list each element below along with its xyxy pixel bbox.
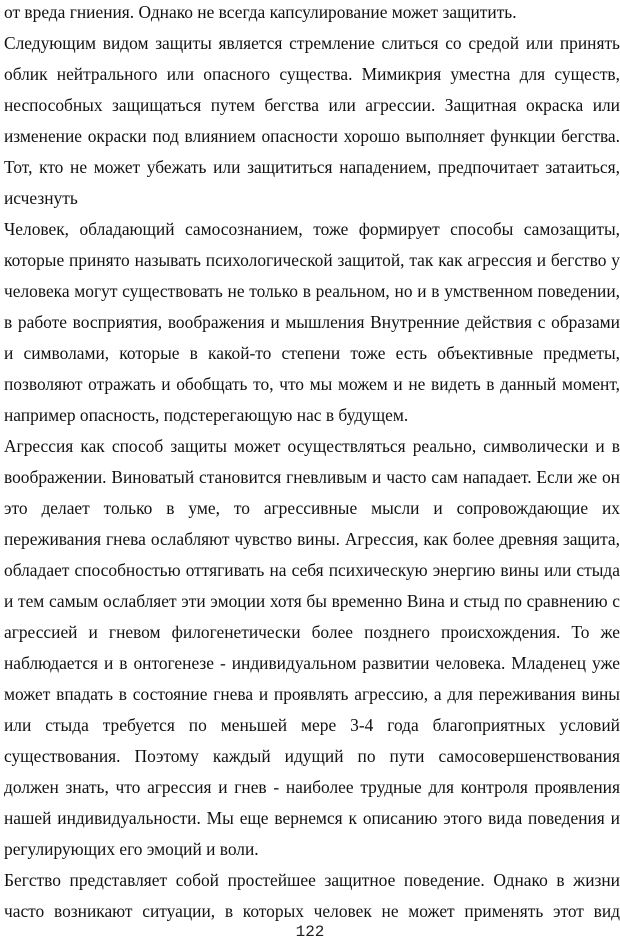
paragraph: Человек, обладающий самосознанием, тоже формирует способы самозащиты, которые принято называть психологической защитой, так как агрессия и бегство у человека могут существовать не только в реальном, но и в умственном поведении, в работе восприятия, воображения и мышления Внутренние действия с образами и символами, которые в какой-то степени тоже есть объективные предметы, позволяют отражать и обобщать то, что мы можем и не видеть в данный момент, например опасность, подстерегающую нас в будущем. xyxy=(4,219,620,425)
paragraph: от вреда гниения. Однако не всегда капсулирование может защитить. xyxy=(4,2,517,22)
paragraph: Следующим видом защиты является стремление слиться со средой или принять облик нейтрального или опасного существа. Мимикрия уместна для существ, неспособных защищаться путем бегства или агрессии. Защитная окраска или изменение окраски под влиянием опасности хорошо выполняет функции бегства. Тот, кто не может убежать или защититься нападением, предпочитает затаиться, исчезнуть xyxy=(4,33,620,208)
body-text xyxy=(4,0,620,927)
paragraph: Бегство представляет собой простейшее защитное поведение. Однако в жизни часто возникают ситуации, в которых человек не может применять этот вид xyxy=(4,870,620,921)
page-number: 122 xyxy=(295,923,325,941)
paragraph: Агрессия как способ защиты может осуществляться реально, символически и в воображении. Виноватый становится гневливым и часто сам нападает. Если же он это делает только в уме, то агрессивные мысли и сопровождающие их переживания гнева ослабляют чувство вины. Агрессия, как более древняя защита, обладает способностью оттягивать на себя психическую энергию вины или стыда и тем самым ослабляет эти эмоции хотя бы временно Вина и стыд по сравнению с агрессией и гневом филогенетически более позднего происхождения. То же наблюдается и в онтогенезе - индивидуальном развитии человека. Младенец уже может впадать в состояние гнева и проявлять агрессию, а для переживания вины или стыда требуется по меньшей мере 3-4 года благоприятных условий существования. Поэтому каждый идущий по пути самосовершенствования должен знать, что агрессия и гнев - наиболее трудные для контроля проявления нашей индивидуальности. Мы еще вернемся к описанию этого вида поведения и регулирующих его эмоций и воли. xyxy=(4,436,620,859)
